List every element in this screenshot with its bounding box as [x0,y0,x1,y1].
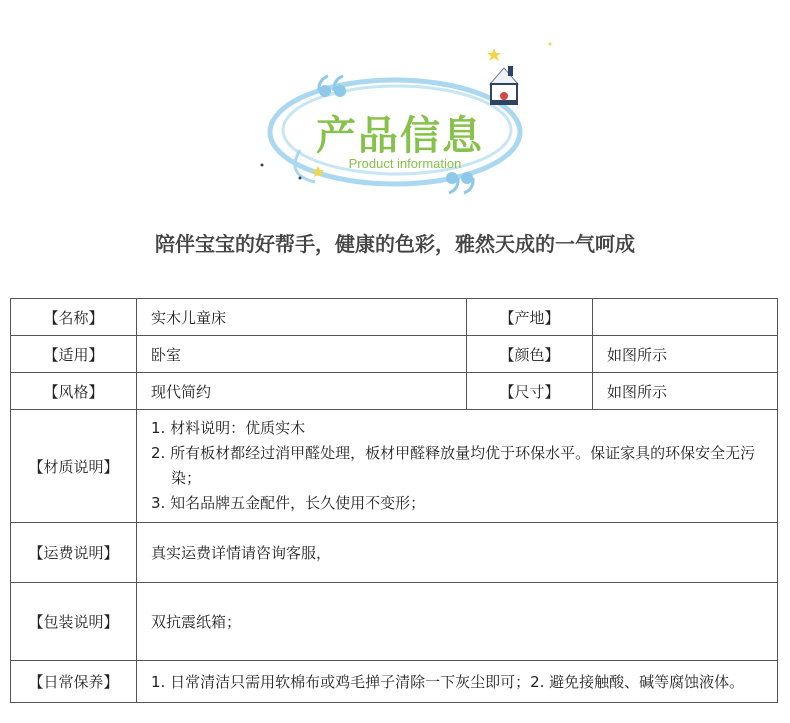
header-banner [0,0,790,210]
packing-label: 【包装说明】 [11,583,137,661]
slogan: 陪伴宝宝的好帮手，健康的色彩，雅然天成的一气呵成 [155,232,635,256]
list-item: 3. 知名品牌五金配件，长久使用不变形； [151,494,426,512]
product-info-table [10,298,778,703]
table-row [11,410,778,523]
care-label: 【日常保养】 [11,661,137,703]
material-cell [137,410,778,523]
list-item: 1. 材料说明：优质实木 [151,419,306,437]
table-row [11,373,778,410]
shipping-label: 【运费说明】 [11,523,137,583]
packing-value: 双抗震纸箱； [137,583,778,661]
style-value: 现代简约 [137,373,467,410]
table-row [11,336,778,373]
origin-label: 【产地】 [467,299,593,336]
table-row [11,583,778,661]
name-value: 实木儿童床 [137,299,467,336]
table-row [11,523,778,583]
care-value: 1. 日常清洁只需用软棉布或鸡毛掸子清除一下灰尘即可；2. 避免接触酸、碱等腐蚀液体。 [137,661,778,703]
use-value: 卧室 [137,336,467,373]
list-item: 2. 所有板材都经过消甲醛处理，板材甲醛释放量均优于环保水平。保证家具的环保安全无污染； [151,444,756,487]
material-label: 【材质说明】 [11,410,137,523]
house-icon [490,66,518,105]
page-title: 产品信息 [316,113,484,159]
style-label: 【风格】 [11,373,137,410]
use-label: 【适用】 [11,336,137,373]
page-subtitle: Product information [348,156,462,171]
table-row [11,299,778,336]
table-row [11,661,778,703]
name-label: 【名称】 [11,299,137,336]
shipping-value: 真实运费详情请咨询客服， [137,523,778,583]
material-list [151,416,763,516]
color-label: 【颜色】 [467,336,593,373]
size-label: 【尺寸】 [467,373,593,410]
color-value: 如图所示 [593,336,778,373]
moon-icon [518,38,540,60]
origin-value [593,299,778,336]
size-value: 如图所示 [593,373,778,410]
